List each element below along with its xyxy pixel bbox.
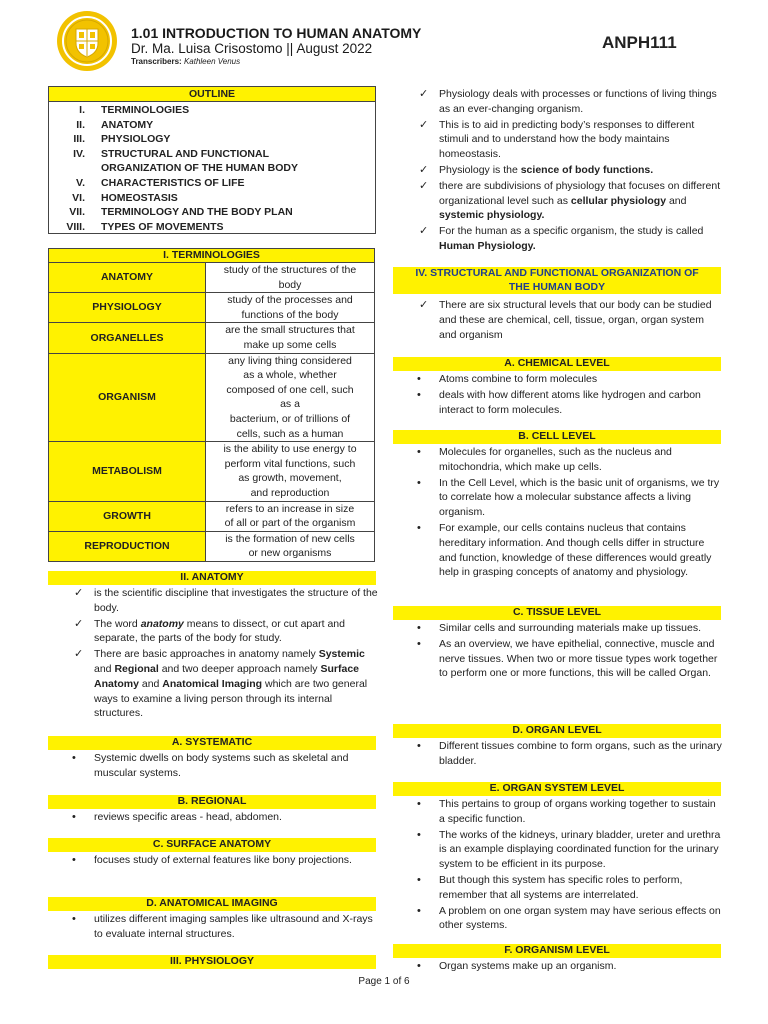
bullet-icon: • [72,913,76,925]
bullet-icon: • [417,828,421,841]
list-item: ✓ There are basic approaches in anatomy namely Systemic and Regional and two deeper approach namely Surface Anatomy and Anatomical Imaging which are two general ways to examine a living person through its internal structures. [74,648,368,720]
outline-item: VI. HOMEOSTASIS [72,191,178,204]
bullet-icon: • [417,446,421,458]
list-item: • The works of the kidneys, urinary bladder, ureter and urethra is an example displaying coordinated function for the urinary system to be efficient in its purpose. [417,828,721,871]
subheading-cell-level: B. CELL LEVEL [393,430,721,444]
outline-item: IV. STRUCTURAL AND FUNCTIONAL [73,147,269,160]
list-item: • As an overview, we have epithelial, connective, muscle and nerve tissues. When two or more tissue types work together to perform one or more functions, this will be called Organ. [417,637,718,680]
checkmark-bullet-icon: ✓ [74,617,84,630]
table-row: ORGANISM any living thing considered as a whole, whether composed of one cell, such as a bacterium, or of trillions of cells, such as a human [49,353,375,442]
bullet-icon: • [417,373,421,385]
checkmark-bullet-icon: ✓ [419,163,429,176]
bullet-icon: • [417,873,421,886]
checkmark-bullet-icon: ✓ [74,648,84,661]
subheading-organism-level: F. ORGANISM LEVEL [393,944,721,958]
list-item: ✓ The word anatomy means to dissect, or cut apart and separate, the parts of the body for study. [74,617,345,645]
checkmark-bullet-icon: ✓ [419,88,429,100]
section-heading-physiology: III. PHYSIOLOGY [48,955,376,969]
bullet-icon: • [417,388,421,401]
section-heading-structural: IV. STRUCTURAL AND FUNCTIONAL ORGANIZATION OF THE HUMAN BODY [393,267,721,294]
list-item: • deals with how different atoms like hydrogen and carbon interact to form molecules. [417,388,701,416]
subheading-regional: B. REGIONAL [48,795,376,809]
subheading-systematic: A. SYSTEMATIC [48,736,376,750]
list-item: • But though this system has specific roles to perform, remember that all systems are interrelated. [417,873,683,901]
table-row: ORGANELLES are the small structures that make up some cells [49,323,375,353]
list-item: • utilizes different imaging samples like ultrasound and X-rays to evaluate internal structures. [72,913,373,940]
bullet-icon: • [417,476,421,489]
list-item: • In the Cell Level, which is the basic unit of organisms, we try to correlate how a molecular substance affects a living organism. [417,476,720,519]
list-item: ✓ For the human as a specific organism, the study is called Human Physiology. [419,225,704,252]
bullet-icon: • [417,622,421,634]
bullet-icon: • [417,798,421,810]
list-item: • Molecules for organelles, such as the nucleus and mitochondria, which make up cells. [417,446,672,473]
terminologies-table [48,248,375,562]
bullet-icon: • [417,960,421,972]
bullet-icon: • [417,521,421,534]
bullet-icon: • [72,752,76,764]
transcribers-label: Transcribers: [131,57,182,66]
outline-item: ORGANIZATION OF THE HUMAN BODY [101,162,298,175]
list-item: • A problem on one organ system may have serious effects on other systems. [417,904,721,932]
list-item: • Atoms combine to form molecules [417,373,598,385]
list-item: • This pertains to group of organs working together to sustain a specific function. [417,798,716,825]
checkmark-bullet-icon: ✓ [419,179,429,192]
anatomy-block [48,586,378,722]
bullet-icon: • [72,811,76,823]
list-item: ✓ Physiology deals with processes or functions of living things as an ever-changing organism. [419,88,717,115]
list-item: • reviews specific areas - head, abdomen. [72,811,282,823]
list-item: • Systemic dwells on body systems such as skeletal and muscular systems. [72,752,349,779]
outline-item: VIII. TYPES OF MOVEMENTS [66,220,224,233]
university-seal-logo [56,10,118,72]
outline-item: I. TERMINOLOGIES [79,104,190,116]
subheading-organ-level: D. ORGAN LEVEL [393,724,721,738]
list-item: ✓ This is to aid in predicting body’s responses to different stimuli and to understand how the body maintains homeostasis. [419,118,695,161]
subheading-organ-system-level: E. ORGAN SYSTEM LEVEL [393,782,721,796]
subheading-surface-anatomy: C. SURFACE ANATOMY [48,838,376,852]
table-row: METABOLISM is the ability to use energy to perform vital functions, such as growth, movement, and reproduction [49,442,375,501]
transcribers-line [131,57,240,66]
terminologies-title: I. TERMINOLOGIES [49,249,375,263]
page-number: Page 1 of 6 [358,976,410,987]
outline-item: II. ANATOMY [76,118,154,131]
bullet-icon: • [417,740,421,752]
list-item: • Similar cells and surrounding materials make up tissues. [417,622,702,634]
list-item: • For example, our cells contains nucleus that contains hereditary information. And though cells differ in structure and function, knowledge of these differences would greatly help in grasping concepts of anatomy and physiology. [417,521,712,579]
list-item: ✓ is the scientific discipline that investigates the structure of the body. [74,587,378,614]
list-item: • Different tissues combine to form organs, such as the urinary bladder. [417,740,722,767]
document-title: 1.01 INTRODUCTION TO HUMAN ANATOMY [131,25,422,41]
table-row: REPRODUCTION is the formation of new cells or new organisms [49,531,375,561]
list-item: • focuses study of external features like bony projections. [72,854,352,866]
list-item: ✓ Physiology is the science of body functions. [419,163,654,176]
subheading-tissue-level: C. TISSUE LEVEL [393,606,721,620]
table-row: PHYSIOLOGY study of the processes and functions of the body [49,293,375,323]
bullet-icon: • [72,854,76,866]
table-row: ANATOMY study of the structures of the body [49,263,375,293]
bullet-icon: • [417,637,421,650]
subheading-anatomical-imaging: D. ANATOMICAL IMAGING [48,897,376,911]
list-item: ✓ There are six structural levels that our body can be studied and these are chemical, cell, tissue, organ, organ system and organism [419,299,712,341]
table-row: GROWTH refers to an increase in size of all or part of the organism [49,501,375,531]
outline-box [48,86,376,234]
checkmark-bullet-icon: ✓ [419,118,429,131]
outline-title: OUTLINE [49,87,375,102]
transcribers-name: Kathleen Venus [183,57,241,66]
section-heading-anatomy: II. ANATOMY [48,571,376,585]
outline-item: III. PHYSIOLOGY [73,133,171,146]
list-item: ✓ there are subdivisions of physiology that focuses on different organizational level such as cellular physiology and systemic physiology. [419,179,721,222]
outline-item: V. CHARACTERISTICS OF LIFE [76,176,245,189]
subheading-chemical-level: A. CHEMICAL LEVEL [393,357,721,371]
physiology-block [393,87,723,255]
bullet-icon: • [417,904,421,917]
outline-item: VII. TERMINOLOGY AND THE BODY PLAN [69,206,293,219]
document-subtitle: Dr. Ma. Luisa Crisostomo || August 2022 [131,41,373,56]
checkmark-bullet-icon: ✓ [419,225,429,238]
checkmark-bullet-icon: ✓ [419,299,429,311]
course-code: ANPH111 [602,33,677,52]
checkmark-bullet-icon: ✓ [74,587,84,599]
list-item: • Organ systems make up an organism. [417,960,617,972]
